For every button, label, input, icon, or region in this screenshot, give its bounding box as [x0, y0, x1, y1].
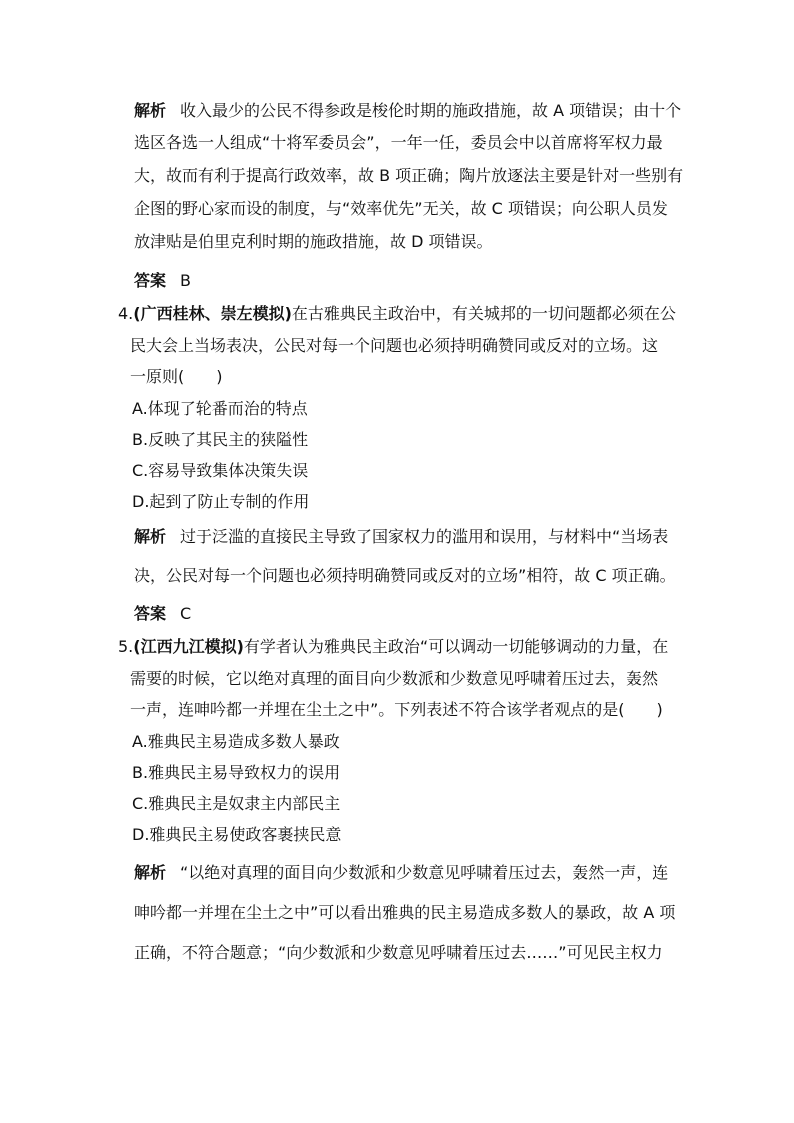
answer-label: 答案	[134, 604, 167, 623]
q5-stem-line-2: 需要的时候，它以绝对真理的面目向少数派和少数意见呼啸着压过去，轰然	[130, 669, 659, 688]
q5-analysis-line-1	[134, 863, 668, 883]
q5-option-c: C.雅典民主是奴隶主内部民主	[132, 794, 341, 813]
q3-analysis-text: 收入最少的公民不得参政是梭伦时期的施政措施，故 A 项错误；由十个	[180, 101, 682, 120]
q4-answer	[134, 604, 191, 624]
analysis-label: 解析	[134, 101, 167, 120]
q5-option-b: B.雅典民主易导致权力的误用	[132, 763, 341, 782]
answer-label: 答案	[134, 271, 167, 290]
q4-option-a: A.体现了轮番而治的特点	[132, 399, 308, 418]
q4-option-b: B.反映了其民主的狭隘性	[132, 430, 309, 449]
q5-source: (江西九江模拟)	[133, 637, 244, 656]
q4-stem-line-3: 一原则( )	[130, 367, 223, 386]
q3-answer	[134, 271, 191, 291]
q3-analysis-line-3: 大，故而有利于提高行政效率，故 B 项正确；陶片放逐法主要是针对一些别有	[134, 166, 684, 185]
q3-analysis-line-1	[134, 101, 681, 121]
analysis-label: 解析	[134, 863, 167, 882]
q4-analysis-line-2: 决，公民对每一个问题也必须持明确赞同或反对的立场”相符，故 C 项正确。	[134, 566, 676, 585]
q4-option-d: D.起到了防止专制的作用	[132, 492, 310, 511]
q4-stem-text: 在古雅典民主政治中，有关城邦的一切问题都必须在公	[291, 304, 676, 323]
q3-analysis-line-5: 放津贴是伯里克利时期的施政措施，故 D 项错误。	[134, 232, 493, 251]
q4-stem-line-1	[118, 304, 676, 324]
q5-analysis-line-3: 正确，不符合题意；“向少数派和少数意见呼啸着压过去……”可见民主权力	[134, 943, 663, 962]
q4-number: 4.	[118, 304, 134, 323]
q3-answer-value: B	[180, 271, 191, 290]
q4-analysis-line-1	[134, 527, 668, 547]
q5-analysis-line-2: 呻吟都一并埋在尘土之中”可以看出雅典的民主易造成多数人的暴政，故 A 项	[134, 903, 676, 922]
q5-analysis-text: “以绝对真理的面目向少数派和少数意见呼啸着压过去，轰然一声，连	[180, 863, 669, 882]
q4-stem-line-2: 民大会上当场表决，公民对每一个问题也必须持明确赞同或反对的立场。这	[130, 336, 659, 355]
q3-analysis-line-4: 企图的野心家而设的制度，与“效率优先”无关，故 C 项错误；向公职人员发	[134, 199, 668, 218]
analysis-label: 解析	[134, 527, 167, 546]
q4-source: (广西桂林、崇左模拟)	[133, 304, 292, 323]
q5-stem-text: 有学者认为雅典民主政治“可以调动一切能够调动的力量，在	[243, 637, 669, 656]
q5-option-a: A.雅典民主易造成多数人暴政	[132, 732, 340, 751]
q4-answer-value: C	[180, 604, 192, 623]
q5-number: 5.	[118, 637, 134, 656]
q5-stem-line-3: 一声，连呻吟都一并埋在尘土之中”。下列表述不符合该学者观点的是( )	[130, 700, 663, 719]
q4-analysis-text: 过于泛滥的直接民主导致了国家权力的滥用和误用，与材料中“当场表	[180, 527, 669, 546]
q5-option-d: D.雅典民主易使政客裹挟民意	[132, 825, 342, 844]
q3-analysis-line-2: 选区各选一人组成“十将军委员会”，一年一任，委员会中以首席将军权力最	[134, 133, 663, 152]
q5-stem-line-1	[118, 637, 668, 657]
q4-option-c: C.容易导致集体决策失误	[132, 461, 309, 480]
